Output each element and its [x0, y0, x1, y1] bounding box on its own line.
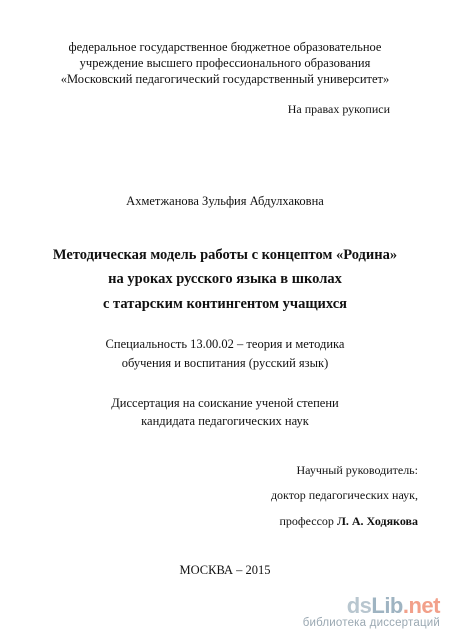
degree-line-1: Диссертация на соискание ученой степени: [111, 396, 339, 410]
specialty-line-1: Специальность 13.00.02 – теория и методика: [105, 337, 345, 351]
dissertation-title-line-3: с татарским контингентом учащихся: [102, 296, 348, 312]
dissertation-title-line-1: Методическая модель работы с концептом «Родина»: [52, 247, 398, 263]
watermark: [303, 595, 440, 630]
watermark-logo: dsLib.net: [346, 593, 440, 618]
supervisor-title-prefix: профессор: [279, 514, 334, 528]
organization-line-1: федеральное государственное бюджетное образовательное: [68, 40, 382, 54]
dissertation-title-line-2: на уроках русского языка в школах: [108, 271, 342, 287]
manuscript-note: На правах рукописи: [287, 102, 390, 116]
degree-line-2: кандидата педагогических наук: [141, 414, 309, 428]
organization-line-3: «Московский педагогический государственный университет»: [60, 72, 390, 86]
specialty-line-2: обучения и воспитания (русский язык): [121, 356, 329, 370]
supervisor-label: Научный руководитель:: [296, 463, 418, 477]
watermark-caption: библиотека диссертаций: [302, 617, 440, 629]
author-name: Ахметжанова Зульфия Абдулхаковна: [126, 194, 324, 208]
supervisor-title: [279, 514, 418, 529]
city-year: МОСКВА – 2015: [179, 563, 271, 577]
supervisor-degree: доктор педагогических наук,: [270, 488, 418, 502]
organization-line-2: учреждение высшего профессионального образования: [79, 56, 371, 70]
supervisor-name: Л. А. Ходякова: [336, 514, 418, 528]
